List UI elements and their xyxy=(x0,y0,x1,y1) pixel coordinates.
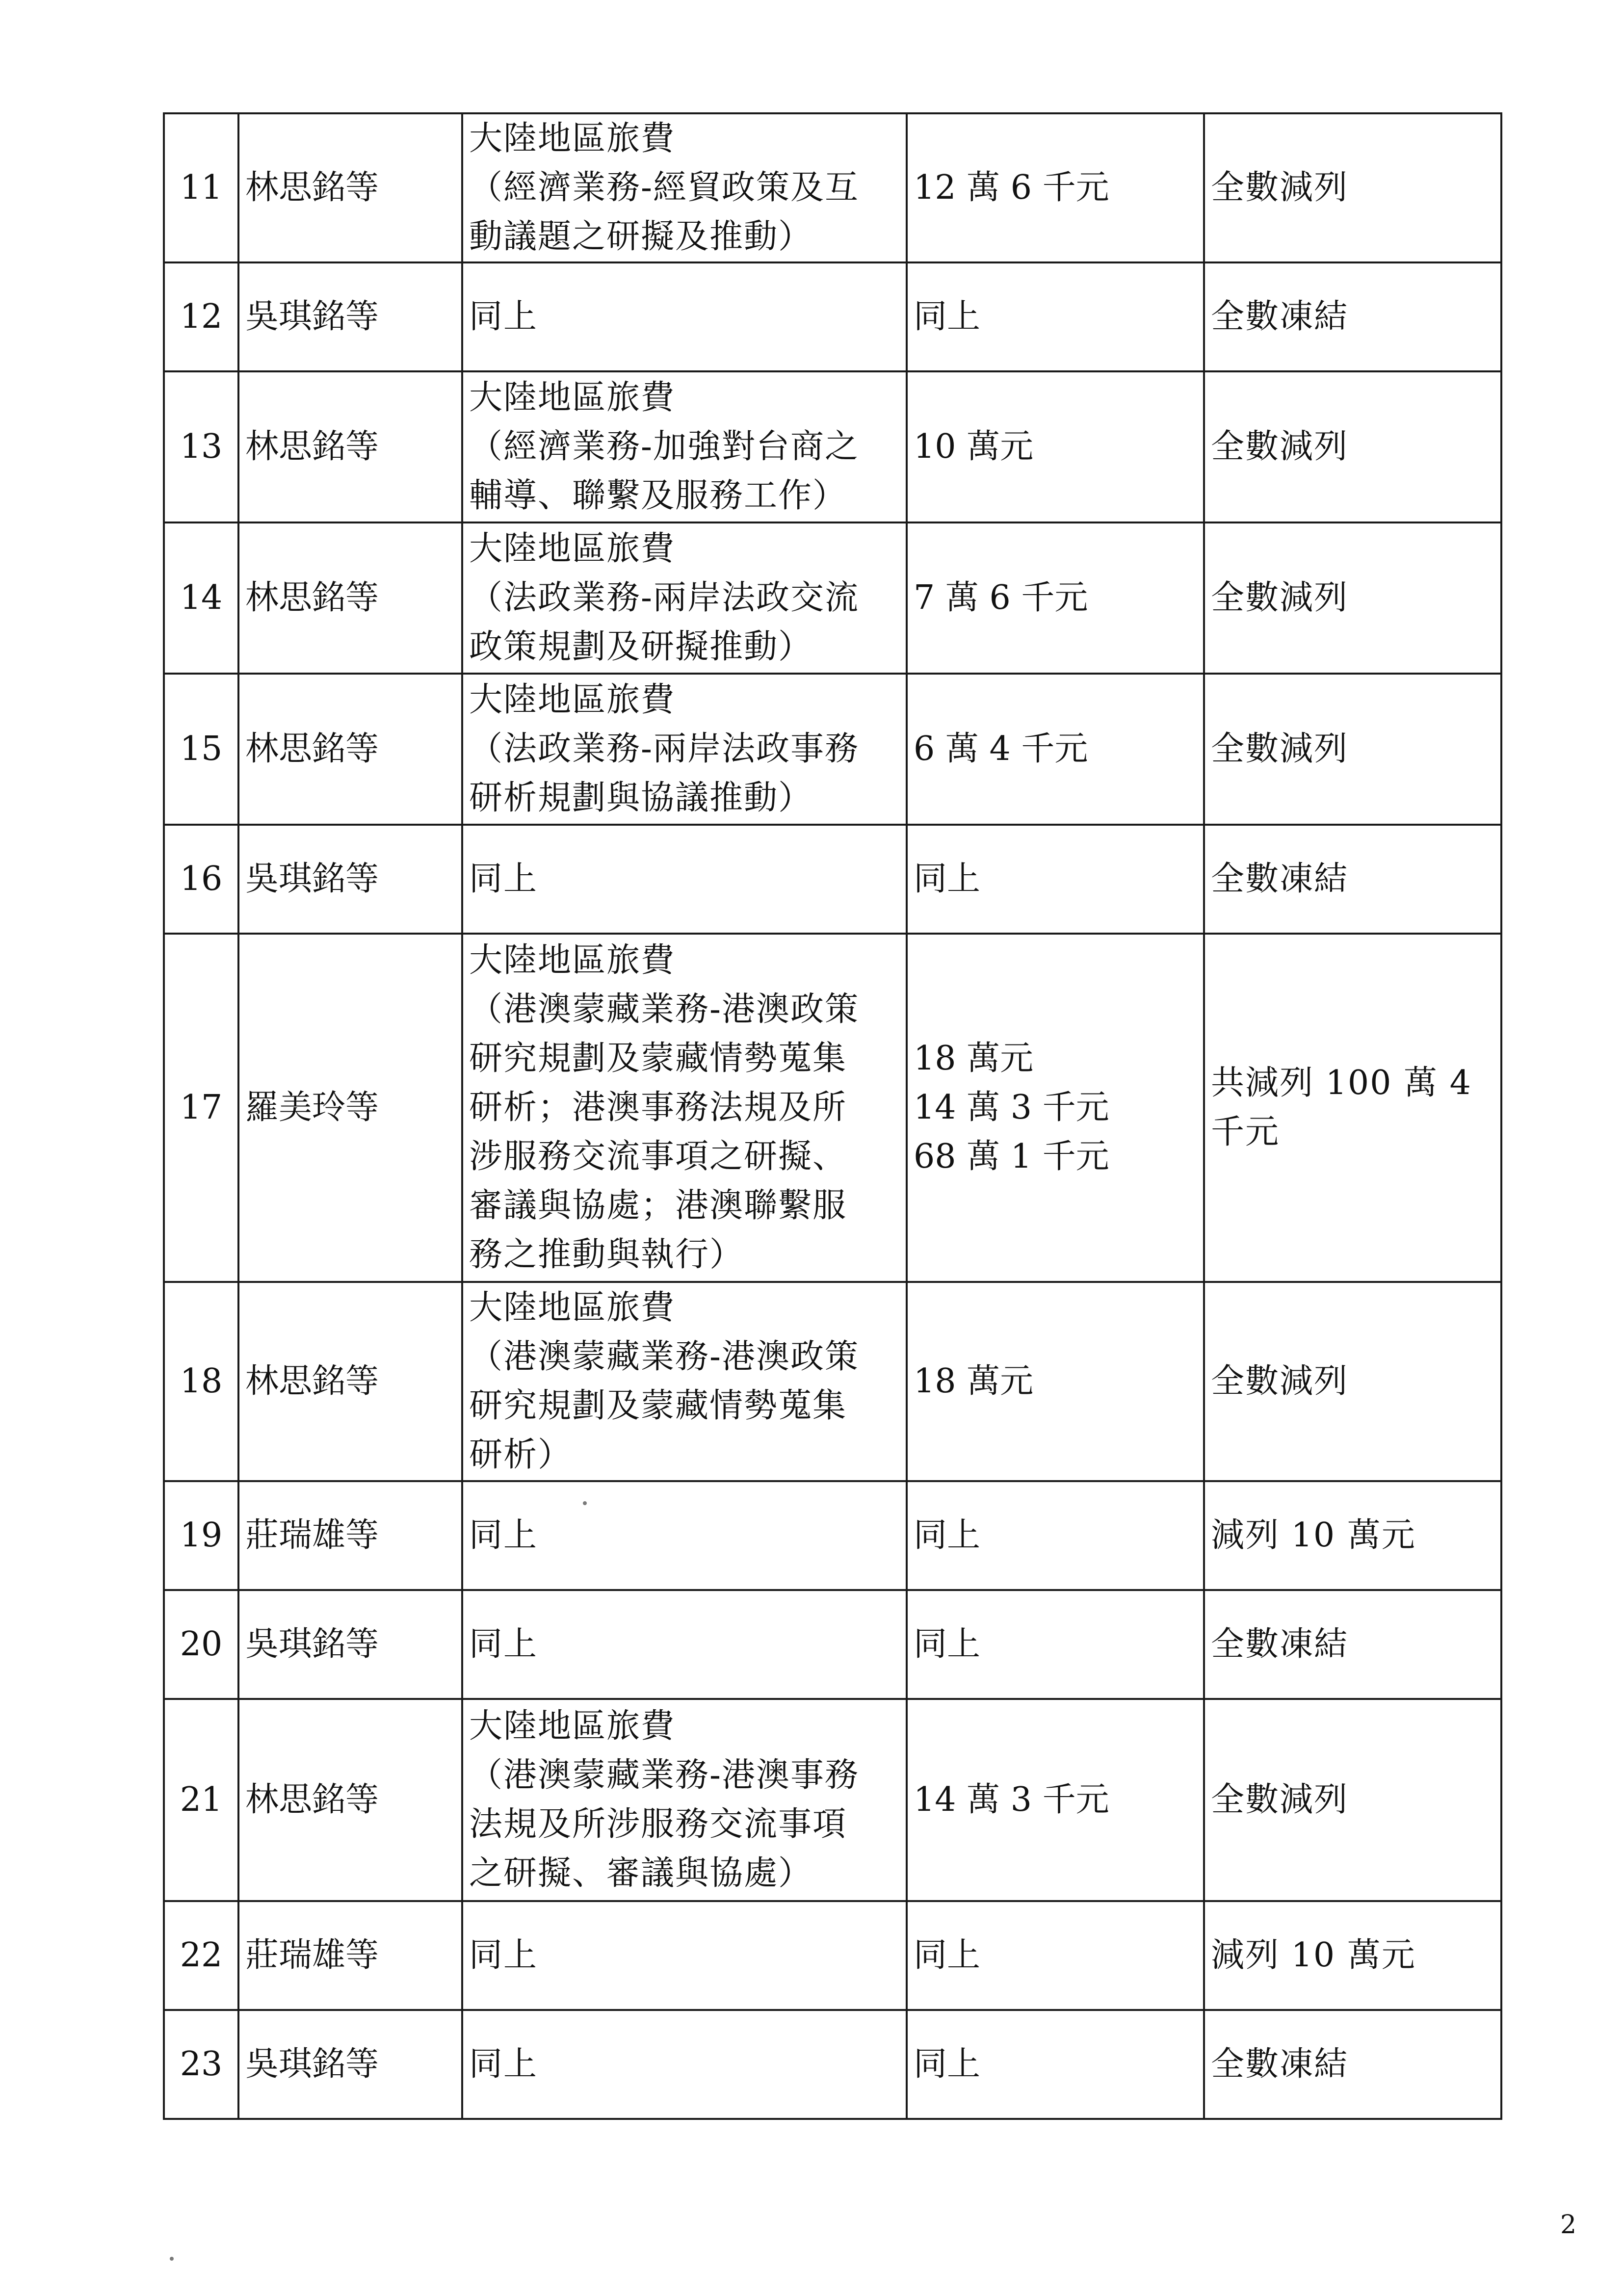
page-number: 2 xyxy=(1560,2210,1577,2240)
proposer-cell: 林思銘等 xyxy=(238,674,462,825)
table-row xyxy=(164,1481,1501,1590)
result-cell: 全數減列 xyxy=(1204,522,1501,674)
table-row xyxy=(164,1699,1501,1901)
table-row xyxy=(164,674,1501,825)
scan-speck xyxy=(583,1501,587,1505)
amount-cell: 同上 xyxy=(907,262,1204,371)
amount-cell: 18 萬元 14 萬 3 千元 68 萬 1 千元 xyxy=(907,934,1204,1282)
proposer-cell: 羅美玲等 xyxy=(238,934,462,1282)
proposer-cell: 莊瑞雄等 xyxy=(238,1901,462,2010)
result-cell: 全數減列 xyxy=(1204,113,1501,262)
row-number: 15 xyxy=(164,674,238,825)
budget-item-cell: 大陸地區旅費 （經濟業務-加強對台商之 輔導、聯繫及服務工作） xyxy=(462,371,907,522)
budget-item-cell: 大陸地區旅費 （港澳蒙藏業務-港澳事務 法規及所涉服務交流事項 之研擬、審議與協處） xyxy=(462,1699,907,1901)
amount-cell: 14 萬 3 千元 xyxy=(907,1699,1204,1901)
table-row xyxy=(164,371,1501,522)
budget-item-cell: 大陸地區旅費 （法政業務-兩岸法政事務 研析規劃與協議推動） xyxy=(462,674,907,825)
proposer-cell: 莊瑞雄等 xyxy=(238,1481,462,1590)
budget-item-cell: 大陸地區旅費 （法政業務-兩岸法政交流 政策規劃及研擬推動） xyxy=(462,522,907,674)
table-row xyxy=(164,1590,1501,1699)
proposer-cell: 林思銘等 xyxy=(238,371,462,522)
budget-item-cell: 同上 xyxy=(462,1481,907,1590)
amount-cell: 同上 xyxy=(907,1481,1204,1590)
amount-cell: 同上 xyxy=(907,1590,1204,1699)
proposer-cell: 吳琪銘等 xyxy=(238,262,462,371)
table-row xyxy=(164,825,1501,934)
row-number: 16 xyxy=(164,825,238,934)
budget-item-cell: 同上 xyxy=(462,262,907,371)
result-cell: 全數凍結 xyxy=(1204,1590,1501,1699)
row-number: 22 xyxy=(164,1901,238,2010)
budget-item-cell: 同上 xyxy=(462,825,907,934)
row-number: 19 xyxy=(164,1481,238,1590)
budget-item-cell: 同上 xyxy=(462,1590,907,1699)
proposer-cell: 林思銘等 xyxy=(238,1282,462,1481)
proposer-cell: 吳琪銘等 xyxy=(238,825,462,934)
amount-cell: 同上 xyxy=(907,1901,1204,2010)
budget-item-cell: 大陸地區旅費 （港澳蒙藏業務-港澳政策 研究規劃及蒙藏情勢蒐集 研析；港澳事務法規及所 涉服務交流事項之研擬、 審議與協處；港澳聯繫服 務之推動與執行） xyxy=(462,934,907,1282)
amount-cell: 同上 xyxy=(907,825,1204,934)
budget-item-cell: 同上 xyxy=(462,1901,907,2010)
proposer-cell: 林思銘等 xyxy=(238,113,462,262)
amount-cell: 6 萬 4 千元 xyxy=(907,674,1204,825)
budget-item-cell: 同上 xyxy=(462,2010,907,2119)
amount-cell: 10 萬元 xyxy=(907,371,1204,522)
result-cell: 全數減列 xyxy=(1204,1282,1501,1481)
result-cell: 全數凍結 xyxy=(1204,2010,1501,2119)
proposer-cell: 吳琪銘等 xyxy=(238,1590,462,1699)
result-cell: 全數減列 xyxy=(1204,1699,1501,1901)
amount-cell: 18 萬元 xyxy=(907,1282,1204,1481)
row-number: 11 xyxy=(164,113,238,262)
proposer-cell: 林思銘等 xyxy=(238,1699,462,1901)
row-number: 17 xyxy=(164,934,238,1282)
table-row xyxy=(164,262,1501,371)
row-number: 14 xyxy=(164,522,238,674)
table-row xyxy=(164,522,1501,674)
result-cell: 減列 10 萬元 xyxy=(1204,1481,1501,1590)
proposer-cell: 林思銘等 xyxy=(238,522,462,674)
result-cell: 全數減列 xyxy=(1204,371,1501,522)
table-row xyxy=(164,1282,1501,1481)
budget-item-cell: 大陸地區旅費 （經濟業務-經貿政策及互 動議題之研擬及推動） xyxy=(462,113,907,262)
amount-cell: 12 萬 6 千元 xyxy=(907,113,1204,262)
table-row xyxy=(164,2010,1501,2119)
proposer-cell: 吳琪銘等 xyxy=(238,2010,462,2119)
result-cell: 全數減列 xyxy=(1204,674,1501,825)
result-cell: 全數凍結 xyxy=(1204,825,1501,934)
row-number: 21 xyxy=(164,1699,238,1901)
row-number: 23 xyxy=(164,2010,238,2119)
result-cell: 減列 10 萬元 xyxy=(1204,1901,1501,2010)
row-number: 18 xyxy=(164,1282,238,1481)
row-number: 20 xyxy=(164,1590,238,1699)
amount-cell: 7 萬 6 千元 xyxy=(907,522,1204,674)
budget-proposal-table xyxy=(163,112,1502,2120)
result-cell: 共減列 100 萬 4 千元 xyxy=(1204,934,1501,1282)
amount-cell: 同上 xyxy=(907,2010,1204,2119)
result-cell: 全數凍結 xyxy=(1204,262,1501,371)
table-row xyxy=(164,1901,1501,2010)
table-row xyxy=(164,113,1501,262)
row-number: 12 xyxy=(164,262,238,371)
budget-item-cell: 大陸地區旅費 （港澳蒙藏業務-港澳政策 研究規劃及蒙藏情勢蒐集 研析） xyxy=(462,1282,907,1481)
row-number: 13 xyxy=(164,371,238,522)
table-row xyxy=(164,934,1501,1282)
scan-speck xyxy=(170,2257,174,2261)
